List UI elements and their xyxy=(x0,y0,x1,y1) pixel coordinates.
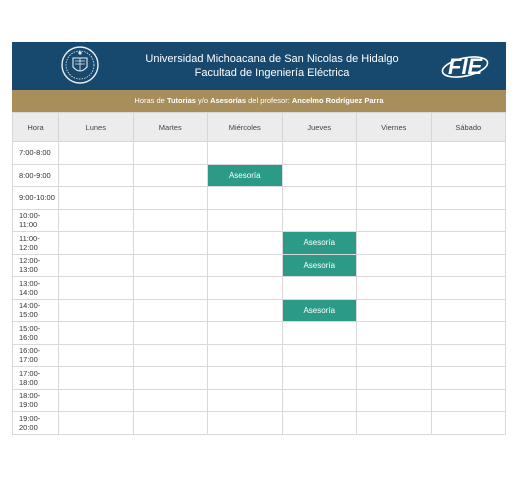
empty-slot xyxy=(133,232,208,255)
empty-slot xyxy=(431,232,506,255)
empty-slot xyxy=(431,277,506,300)
table-row xyxy=(13,142,506,165)
empty-slot xyxy=(208,187,283,210)
asesoria-slot[interactable]: Asesoría xyxy=(282,299,357,322)
empty-slot xyxy=(357,367,432,390)
professor-banner xyxy=(12,90,506,112)
table-row xyxy=(13,389,506,412)
table-row xyxy=(13,367,506,390)
asesoria-slot[interactable]: Asesoría xyxy=(282,254,357,277)
empty-slot xyxy=(59,299,134,322)
subtitle-prefix: Horas de xyxy=(134,96,167,105)
table-row xyxy=(13,187,506,210)
subtitle-asesorias: Asesorías xyxy=(210,96,247,105)
subtitle-mid: y/o xyxy=(195,96,211,105)
schedule-body xyxy=(13,142,506,435)
empty-slot xyxy=(59,232,134,255)
empty-slot xyxy=(357,142,432,165)
hour-cell: 7:00-8:00 xyxy=(13,142,59,165)
asesoria-slot[interactable]: Asesoría xyxy=(282,232,357,255)
empty-slot xyxy=(208,232,283,255)
empty-slot xyxy=(282,322,357,345)
empty-slot xyxy=(357,254,432,277)
empty-slot xyxy=(282,187,357,210)
empty-slot xyxy=(357,277,432,300)
empty-slot xyxy=(59,254,134,277)
empty-slot xyxy=(282,164,357,187)
empty-slot xyxy=(357,209,432,232)
col-jueves: Jueves xyxy=(282,113,357,142)
empty-slot xyxy=(431,412,506,435)
empty-slot xyxy=(431,164,506,187)
hour-cell: 16:00-17:00 xyxy=(13,344,59,367)
table-row xyxy=(13,232,506,255)
empty-slot xyxy=(59,164,134,187)
table-row xyxy=(13,344,506,367)
professor-name: Ancelmo Rodríguez Parra xyxy=(291,96,384,105)
empty-slot xyxy=(208,142,283,165)
empty-slot xyxy=(59,389,134,412)
hour-cell: 10:00-11:00 xyxy=(13,209,59,232)
empty-slot xyxy=(133,142,208,165)
subtitle-suffix: del profesor: xyxy=(246,96,292,105)
empty-slot xyxy=(357,299,432,322)
empty-slot xyxy=(133,209,208,232)
empty-slot xyxy=(357,187,432,210)
table-row xyxy=(13,412,506,435)
empty-slot xyxy=(208,344,283,367)
table-row xyxy=(13,254,506,277)
empty-slot xyxy=(133,277,208,300)
university-seal-icon xyxy=(60,45,100,85)
empty-slot xyxy=(133,322,208,345)
empty-slot xyxy=(208,277,283,300)
empty-slot xyxy=(59,187,134,210)
empty-slot xyxy=(208,209,283,232)
empty-slot xyxy=(282,277,357,300)
table-row xyxy=(13,209,506,232)
fie-logo-text: FIE xyxy=(448,54,483,79)
hour-cell: 13:00-14:00 xyxy=(13,277,59,300)
empty-slot xyxy=(133,187,208,210)
table-row xyxy=(13,277,506,300)
empty-slot xyxy=(133,164,208,187)
empty-slot xyxy=(59,412,134,435)
asesoria-slot[interactable]: Asesoría xyxy=(208,164,283,187)
hour-cell: 9:00-10:00 xyxy=(13,187,59,210)
empty-slot xyxy=(208,389,283,412)
empty-slot xyxy=(59,142,134,165)
table-row xyxy=(13,322,506,345)
empty-slot xyxy=(59,277,134,300)
empty-slot xyxy=(133,412,208,435)
faculty-name: Facultad de Ingeniería Eléctrica xyxy=(194,67,350,79)
hour-cell: 8:00-9:00 xyxy=(13,164,59,187)
empty-slot xyxy=(431,187,506,210)
hour-cell: 17:00-18:00 xyxy=(13,367,59,390)
empty-slot xyxy=(133,389,208,412)
empty-slot xyxy=(59,209,134,232)
empty-slot xyxy=(208,412,283,435)
empty-slot xyxy=(357,412,432,435)
empty-slot xyxy=(282,344,357,367)
empty-slot xyxy=(133,254,208,277)
empty-slot xyxy=(208,367,283,390)
empty-slot xyxy=(431,389,506,412)
empty-slot xyxy=(431,344,506,367)
empty-slot xyxy=(282,209,357,232)
col-miercoles: Miércoles xyxy=(208,113,283,142)
empty-slot xyxy=(357,344,432,367)
empty-slot xyxy=(282,142,357,165)
col-hora: Hora xyxy=(13,113,59,142)
schedule-card xyxy=(12,42,506,435)
empty-slot xyxy=(357,389,432,412)
hour-cell: 18:00-19:00 xyxy=(13,389,59,412)
schedule-table xyxy=(12,112,506,435)
university-name: Universidad Michoacana de San Nicolas de Hidalgo xyxy=(145,53,399,65)
hour-cell: 12:00-13:00 xyxy=(13,254,59,277)
empty-slot xyxy=(431,322,506,345)
empty-slot xyxy=(431,254,506,277)
empty-slot xyxy=(357,164,432,187)
empty-slot xyxy=(133,367,208,390)
empty-slot xyxy=(431,209,506,232)
subtitle-tutorias: Tutorias xyxy=(166,96,196,105)
hour-cell: 19:00-20:00 xyxy=(13,412,59,435)
empty-slot xyxy=(357,322,432,345)
empty-slot xyxy=(133,299,208,322)
empty-slot xyxy=(208,299,283,322)
hour-cell: 11:00-12:00 xyxy=(13,232,59,255)
empty-slot xyxy=(59,344,134,367)
table-row xyxy=(13,164,506,187)
fie-logo-icon xyxy=(440,50,490,82)
col-lunes: Lunes xyxy=(59,113,134,142)
empty-slot xyxy=(431,367,506,390)
empty-slot xyxy=(282,367,357,390)
empty-slot xyxy=(208,254,283,277)
empty-slot xyxy=(133,344,208,367)
empty-slot xyxy=(208,322,283,345)
empty-slot xyxy=(59,322,134,345)
hour-cell: 14:00-15:00 xyxy=(13,299,59,322)
table-row xyxy=(13,299,506,322)
empty-slot xyxy=(59,367,134,390)
empty-slot xyxy=(282,412,357,435)
col-viernes: Viernes xyxy=(357,113,432,142)
col-martes: Martes xyxy=(133,113,208,142)
header-banner xyxy=(12,42,506,90)
empty-slot xyxy=(431,299,506,322)
empty-slot xyxy=(282,389,357,412)
header-row xyxy=(13,113,506,142)
col-sabado: Sábado xyxy=(431,113,506,142)
empty-slot xyxy=(357,232,432,255)
hour-cell: 15:00-16:00 xyxy=(13,322,59,345)
empty-slot xyxy=(431,142,506,165)
